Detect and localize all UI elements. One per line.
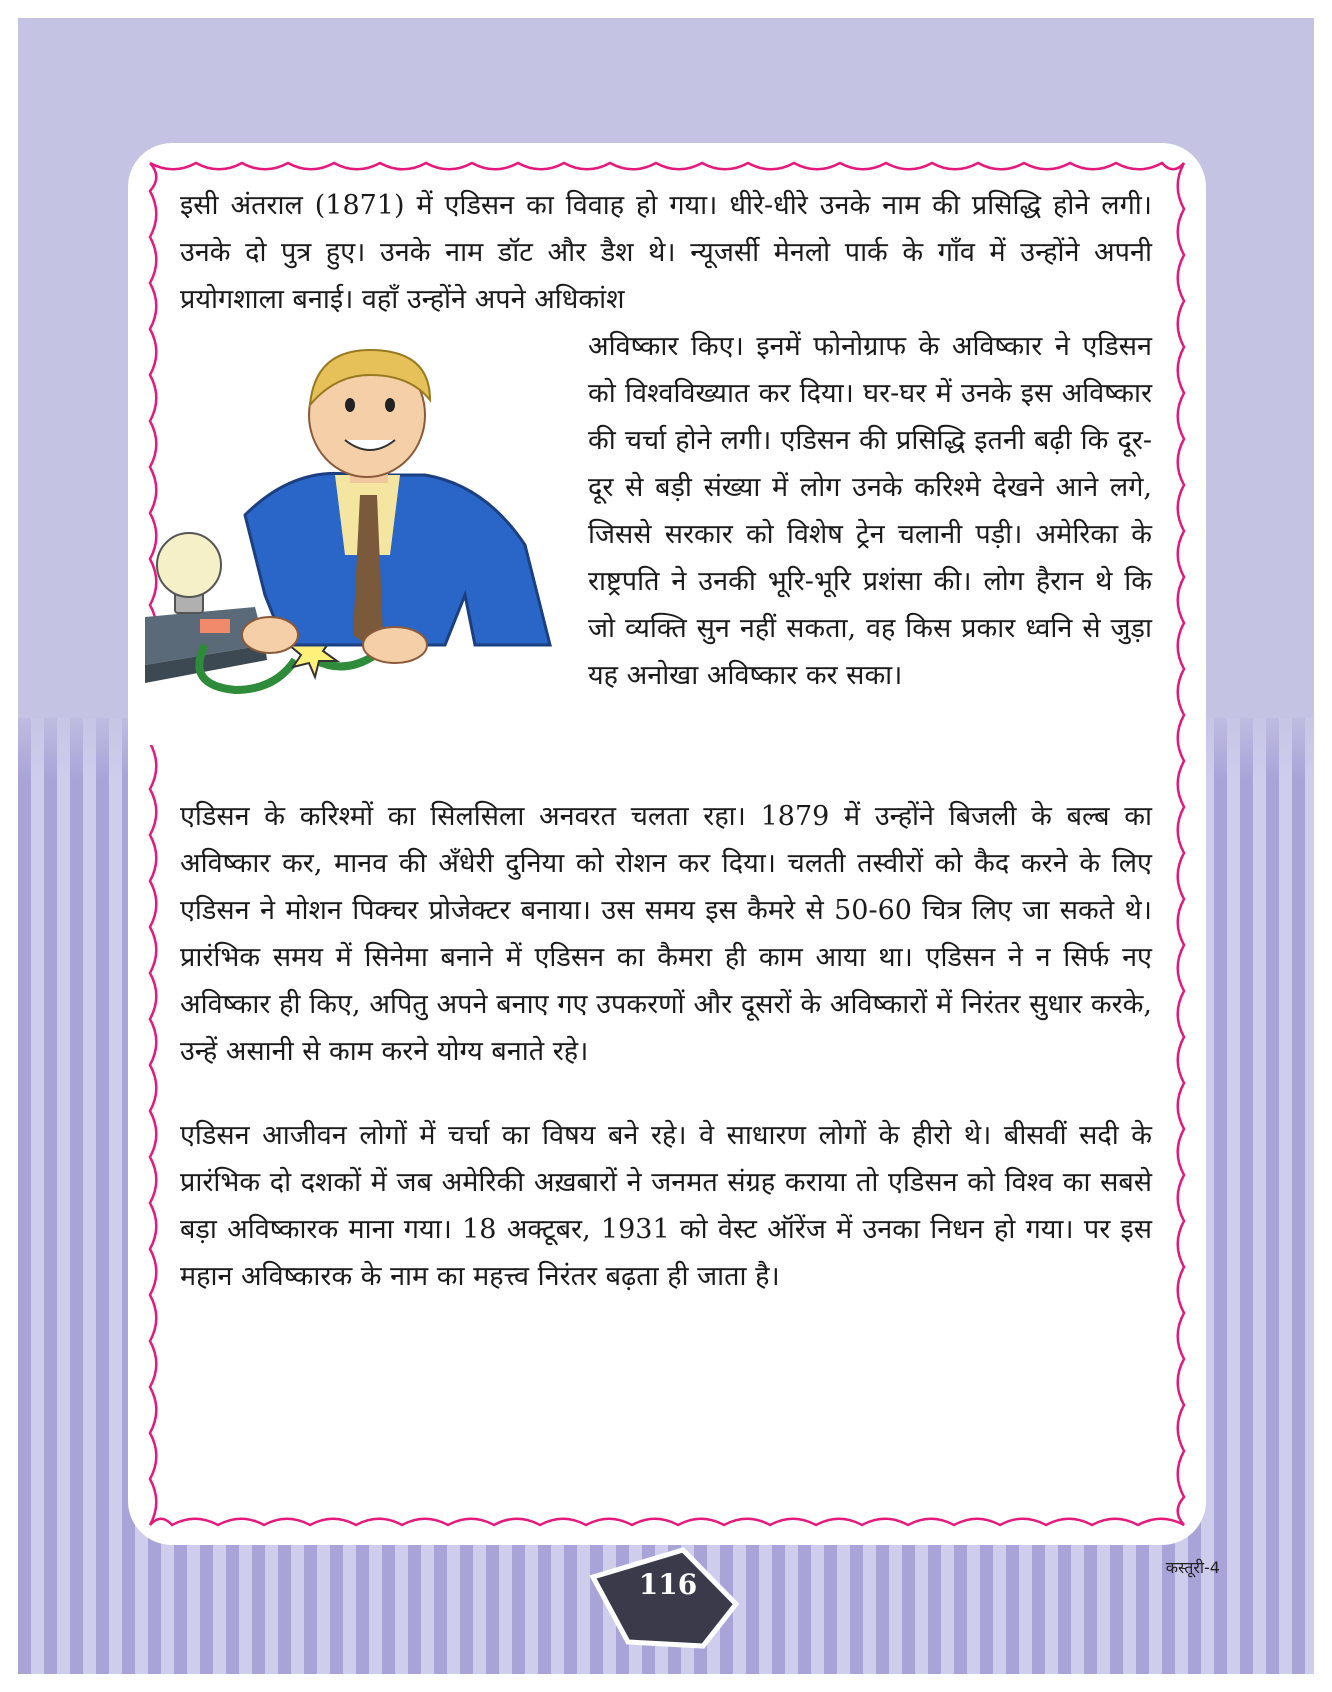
paragraph-intro: इसी अंतराल (1871) में एडिसन का विवाह हो गया। धीरे-धीरे उनके नाम की प्रसिद्धि होने लगी। उनके दो पुत्र हुए। उनके नाम डॉट और डैश थे। न्यूजर्सी मेनलो पार्क के गाँव में उन्होंने अपनी प्रयोगशाला बनाई। वहाँ उन्होंने अपने अधिकांश <box>180 190 1152 315</box>
paragraph-inventions: एडिसन के करिश्मों का सिलसिला अनवरत चलता रहा। 1879 में उन्होंने बिजली के बल्ब का अविष्कार कर, मानव की अँधेरी दुनिया को रोशन कर दिया। चलती तस्वीरों को कैद करने के लिए एडिसन ने मोशन पिक्चर प्रोजेक्टर बनाया। उस समय इस कैमरे से 50-60 चित्र लिए जा सकते थे। प्रारंभिक समय में सिनेमा बनाने में एडिसन का कैमरा ही काम आया था। एडिसन ने न सिर्फ नए अविष्कार ही किए, अपितु अपने बनाए गए उपकरणों और दूसरों के अविष्कारों में निरंतर सुधार करके, उन्हें असानी से काम करने योग्य बनाते रहे। <box>180 801 1152 1067</box>
page-number: 116 <box>638 1568 698 1601</box>
edison-with-bulb-illustration <box>145 345 580 745</box>
paragraph-beside-image: अविष्कार किए। इनमें फोनोग्राफ के अविष्कार ने एडिसन को विश्वविख्यात कर दिया। घर-घर में उनके इस अविष्कार की चर्चा होने लगी। एडिसन की प्रसिद्धि इतनी बढ़ी कि दूर-दूर से बड़ी संख्या में लोग उनके करिश्मे देखने आने लगे, जिससे सरकार को विशेष ट्रेन चलानी पड़ी। अमेरिका के राष्ट्रपति ने उनकी भूरि-भूरि प्रशंसा की। लोग हैरान थे कि जो व्यक्ति सुन नहीं सकता, वह किस प्रकार ध्वनि से जुड़ा यह अनोखा अविष्कार कर सका। <box>588 331 1152 691</box>
paragraph-legacy: एडिसन आजीवन लोगों में चर्चा का विषय बने रहे। वे साधारण लोगों के हीरो थे। बीसवीं सदी के प्रारंभिक दो दशकों में जब अमेरिकी अख़बारों ने जनमत संग्रह कराया तो एडिसन को विश्व का सबसे बड़ा अविष्कारक माना गया। 18 अक्टूबर, 1931 को वेस्ट ऑरेंज में उनका निधन हो गया। पर इस महान अविष्कारक के नाम का महत्त्व निरंतर बढ़ता ही जाता है। <box>180 1120 1152 1292</box>
book-name: कस्तूरी-4 <box>1165 1558 1220 1577</box>
